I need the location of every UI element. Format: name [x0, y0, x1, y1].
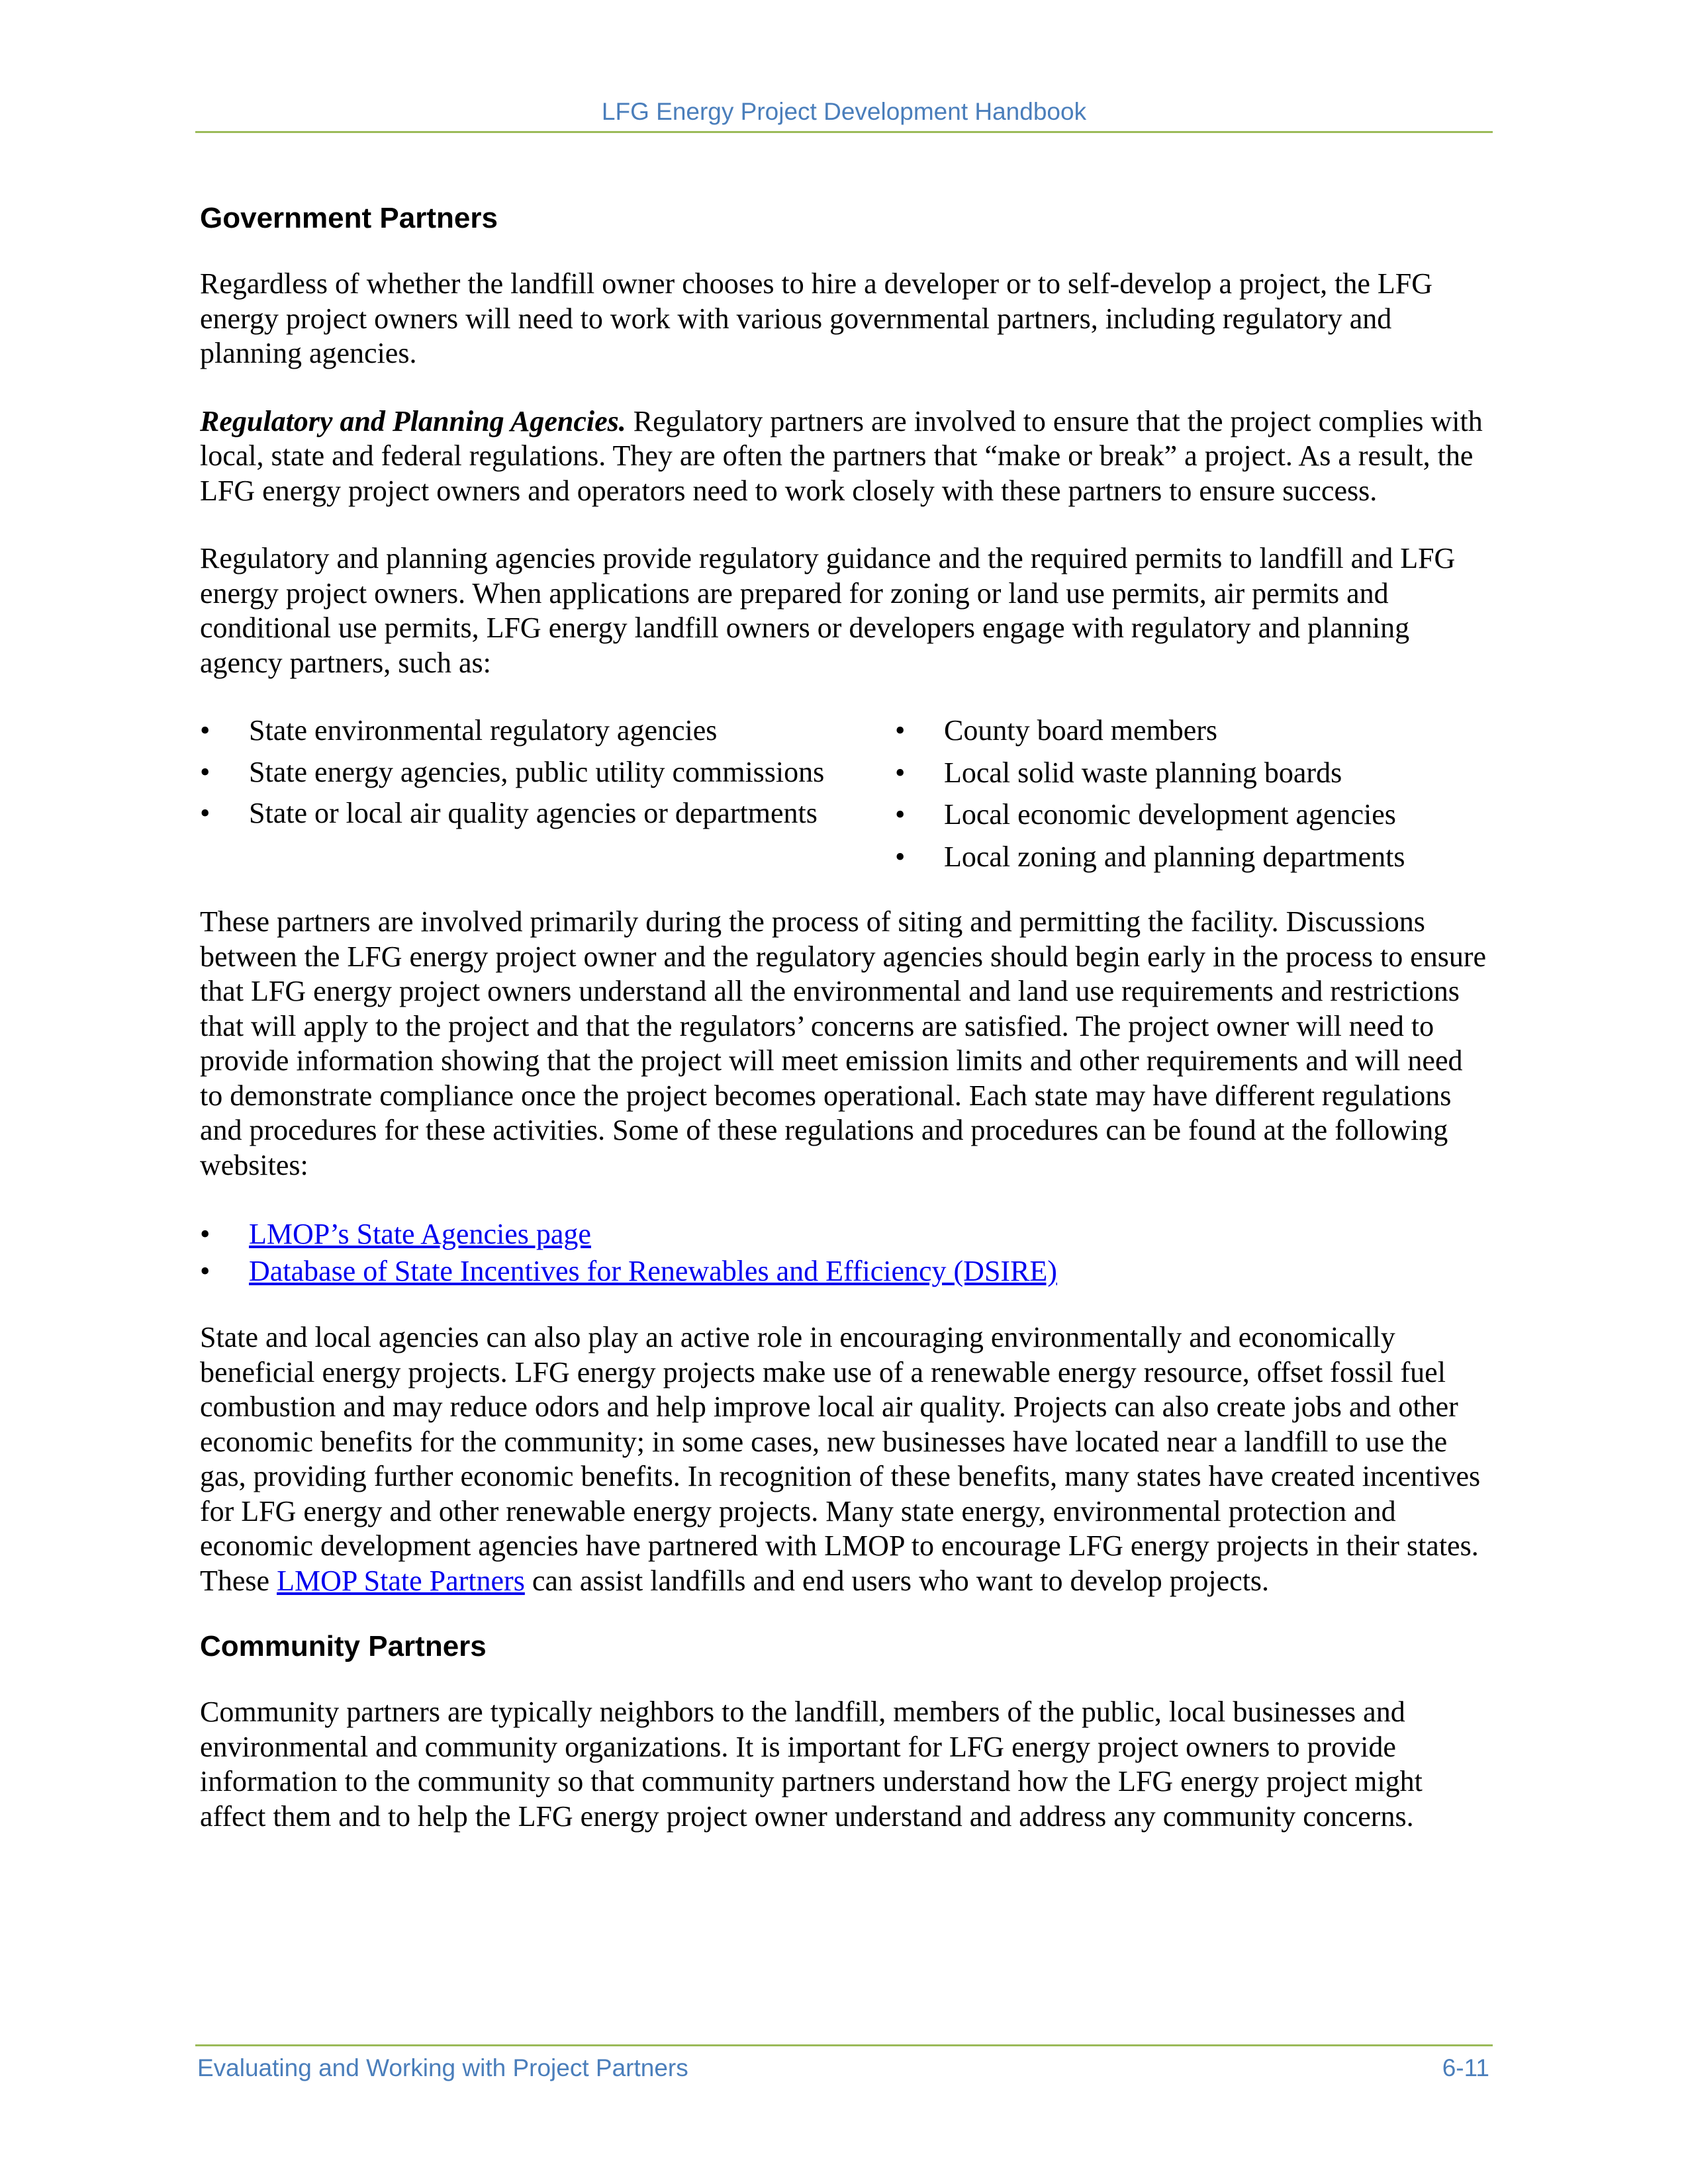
list-item: • County board members — [895, 713, 1491, 749]
list-item — [200, 1216, 1491, 1253]
government-partners-heading: Government Partners — [200, 202, 498, 234]
list-item: • State or local air quality agencies or departments — [200, 796, 862, 831]
bullet-icon: • — [200, 755, 211, 788]
footer-section-title: Evaluating and Working with Project Partners — [197, 2054, 688, 2081]
footer-divider — [195, 2044, 1493, 2046]
list-item: • State environmental regulatory agencies — [200, 713, 862, 749]
lmop-state-agencies-link[interactable]: LMOP’s State Agencies page — [249, 1218, 591, 1250]
running-header: LFG Energy Project Development Handbook — [601, 98, 1087, 125]
list-item: • Local economic development agencies — [895, 797, 1491, 833]
agencies-intro-paragraph: Regulatory and planning agencies provide regulatory guidance and the required permits to landfill and LFG energy project owners. When applications are prepared for zoning or land use permits, air permits and conditional use permits, LFG energy landfill owners or developers engage with regulatory and planning agency partners, such as: — [200, 542, 1456, 679]
website-links-list — [200, 1216, 1491, 1290]
page-number: 6-11 — [1442, 2054, 1489, 2081]
community-paragraph: Community partners are typically neighbors to the landfill, members of the public, local businesses and environmental and community organizations. It is important for LFG energy project owners to provide information to the community so that community partners understand how the LFG energy project might affect them and to help the LFG energy project owner understand and address any community concerns. — [200, 1696, 1423, 1833]
header-divider — [195, 131, 1493, 133]
agency-list-right — [895, 713, 1491, 882]
dsire-link[interactable]: Database of State Incentives for Renewables and Efficiency (DSIRE) — [249, 1255, 1057, 1287]
agency-list-left — [200, 713, 862, 838]
list-item — [200, 1253, 1491, 1290]
regulatory-lead: Regulatory and Planning Agencies. — [200, 404, 626, 437]
page-content — [200, 199, 1491, 1834]
bullet-icon: • — [200, 797, 211, 829]
lmop-state-partners-link[interactable]: LMOP State Partners — [277, 1564, 525, 1597]
community-partners-heading: Community Partners — [200, 1630, 487, 1662]
incentives-paragraph: State and local agencies can also play an active role in encouraging environmentally and economically beneficial energy projects. LFG energy projects make use of a renewable energy resource, offset fossil fuel combustion and may reduce odors and help improve local air quality. Projects can also create jobs and other economic benefits for the community; in some cases, new businesses have located near a landfill to use the gas, providing further economic benefits. In recognition of these benefits, many states have created incentives for LFG energy and other renewable energy projects. Many state energy, environmental protection and economic development agencies have partnered with LMOP to encourage LFG energy projects in their states. These LMOP State Partners can assist landfills and end users who want to develop projects. — [200, 1321, 1481, 1597]
bullet-icon: • — [895, 714, 906, 747]
list-item: • Local zoning and planning departments — [895, 840, 1491, 875]
siting-paragraph: These partners are involved primarily during the process of siting and permitting the facility. Discussions between the LFG energy project owner and the regulatory agencies should begin early in the process to ensure that LFG energy project owners understand all the environmental and land use requirements and restrictions that will apply to the project and that the regulators’ concerns are satisfied. The project owner will need to provide information showing that the project will meet emission limits and other requirements and will need to demonstrate compliance once the project becomes operational. Each state may have different regulations and procedures for these activities. Some of these regulations and procedures can be found at the following websites: — [200, 905, 1487, 1181]
bullet-icon: • — [895, 798, 906, 831]
government-intro-paragraph: Regardless of whether the landfill owner chooses to hire a developer or to self-develop a project, the LFG energy project owners will need to work with various governmental partners, including regulatory and planning agencies. — [200, 267, 1433, 369]
regulatory-text: Regulatory partners are involved to ensure that the project complies with local, state and federal regulations. They are often the partners that “make or break” a project. As a result, the LFG energy project owners and operators need to work closely with these partners to ensure success. — [200, 404, 1483, 507]
list-item: • State energy agencies, public utility commissions — [200, 755, 862, 790]
list-item: • Local solid waste planning boards — [895, 756, 1491, 791]
bullet-icon: • — [200, 1218, 211, 1250]
bullet-icon: • — [895, 840, 906, 873]
bullet-icon: • — [895, 756, 906, 789]
regulatory-paragraph — [200, 404, 1491, 509]
agency-bullet-columns — [200, 713, 1491, 905]
bullet-icon: • — [200, 714, 211, 747]
bullet-icon: • — [200, 1255, 211, 1287]
